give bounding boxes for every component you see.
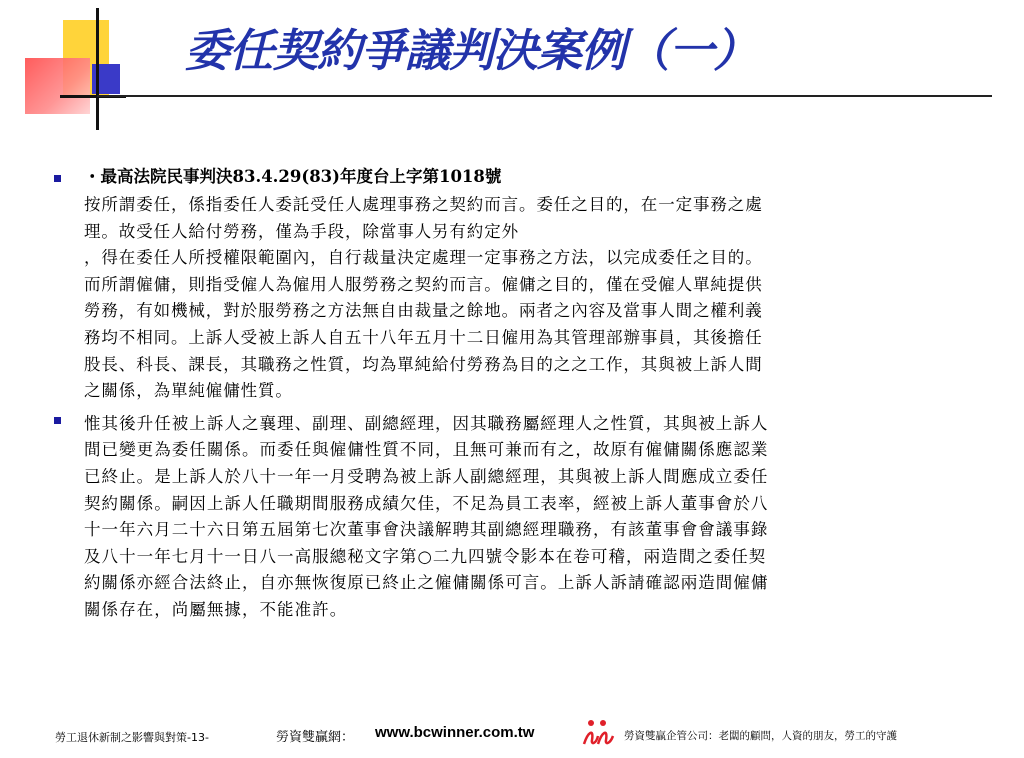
case-citation: ・最高法院民事判決83.4.29(83)年度台上字第1018號	[84, 167, 502, 186]
footer-company-slogan: 勞資雙贏企管公司：老闆的顧問，人資的朋友，勞工的守護	[624, 730, 897, 742]
footer-url-link[interactable]: www.bcwinner.com.tw	[375, 724, 535, 741]
decor-vertical-line	[96, 8, 99, 130]
paragraph-line: 務均不相同。上訴人受被上訴人自五十八年五月十二日僱用為其管理部辦事員，其後擔任	[84, 327, 763, 347]
bullet-item-2	[52, 411, 972, 624]
paragraph-line: 按所謂委任，係指委任人委託受任人處理事務之契約而言。委任之目的，在一定事務之處	[84, 195, 763, 214]
paragraph-line: 惟其後升任被上訴人之襄理、副理、副總經理，因其職務屬經理人之性質，其與被上訴人	[84, 413, 769, 433]
footer-page-label: 勞工退休新制之影響與對策-13-	[55, 731, 209, 744]
slide-content	[52, 166, 972, 630]
paragraph-line: 已終止。是上訴人於八十一年一月受聘為被上訴人副總經理，其與被上訴人間應成立委任	[84, 466, 769, 486]
paragraph-line: 勞務，有如機械，對於服勞務之方法無自由裁量之餘地。兩者之內容及當事人間之權利義	[84, 301, 763, 321]
square-bullet-icon	[54, 417, 61, 424]
slide-title: 委任契約爭議判決案例（一）	[185, 24, 758, 77]
paragraph-line: 而所謂僱傭，則指受僱人為僱用人服勞務之契約而言。僱傭之目的，僅在受僱人單純提供	[84, 274, 763, 294]
paragraph-line: 間已變更為委任關係。而委任與僱傭性質不同，且無可兼而有之，故原有僱傭關係應認業	[84, 440, 769, 460]
paragraph-line: 之關係，為單純僱傭性質。	[84, 381, 293, 401]
paragraph-1	[84, 192, 972, 405]
bullet-item-1	[52, 166, 972, 405]
bcwinner-logo-icon	[580, 718, 616, 748]
paragraph-line: 理。故受任人給付勞務，僅為手段，除當事人另有約定外	[84, 221, 519, 241]
footer-site-label: 勞資雙贏網：	[276, 730, 355, 745]
title-underline	[97, 95, 992, 97]
paragraph-line: 契約關係。嗣因上訴人任職期間服務成績欠佳，不足為員工表率，經被上訴人董事會於八	[84, 493, 769, 513]
paragraph-line: 及八十一年七月十一日八一高服總秘文字第○二九四號令影本在卷可稽，兩造間之委任契	[84, 546, 767, 566]
square-bullet-icon	[54, 175, 61, 182]
paragraph-line: ，得在委任人所授權限範圍內，自行裁量決定處理一定事務之方法，以完成委任之目的。	[84, 248, 763, 268]
paragraph-line: 關係存在，尚屬無據，不能准許。	[84, 599, 348, 619]
footer	[0, 720, 1024, 750]
decor-red-block	[25, 58, 90, 114]
paragraph-2	[84, 411, 972, 624]
paragraph-line: 十一年六月二十六日第五屆第七次董事會決議解聘其副總經理職務，有該董事會會議事錄	[84, 520, 769, 540]
paragraph-line: 股長、科長、課長，其職務之性質，均為單純給付勞務為目的之之工作，其與被上訴人間	[84, 354, 763, 374]
paragraph-line: 約關係亦經合法終止，自亦無恢復原已終止之僱傭關係可言。上訴人訴請確認兩造間僱傭	[84, 573, 769, 593]
